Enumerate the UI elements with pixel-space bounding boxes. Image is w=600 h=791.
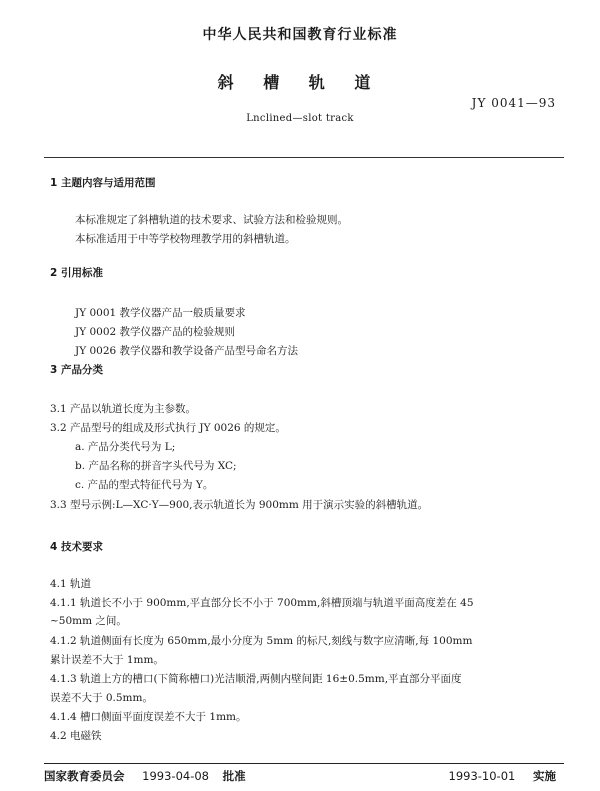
clause-4-2: 4.2 电磁铁 [50,730,102,742]
section-3-heading: 3 产品分类 [50,364,103,376]
implementation-info [449,768,557,784]
list-item-a: a. 产品分类代号为 L; [75,441,176,453]
clause-4-1-4: 4.1.4 槽口侧面平面度误差不大于 1mm。 [50,711,247,723]
clause-4-1-2-line-2: 累计误差不大于 1mm。 [50,654,164,666]
section-1-heading: 1 主题内容与适用范围 [50,177,156,189]
reference-standard-2: JY 0002 教学仪器产品的检验规则 [75,326,236,338]
clause-3-1: 3.1 产品以轨道长度为主参数。 [50,403,197,415]
clause-4-1-1-line-2: ~50mm 之间。 [50,615,127,627]
standard-number: JY 0041—93 [471,96,556,110]
section-1-paragraph-1: 本标准规定了斜槽轨道的技术要求、试验方法和检验规则。 [75,214,348,226]
issuing-authority: 中华人民共和国教育行业标准 [202,27,398,43]
reference-standard-3: JY 0026 教学仪器和教学设备产品型号命名方法 [75,345,299,357]
clause-4-1-1-line-1: 4.1.1 轨道长不小于 900mm,平直部分长不小于 700mm,斜槽顶端与轨道平面高度差在 45 [50,597,474,609]
english-title: Lnclined—slot track [246,113,354,124]
section-4-heading: 4 技术要求 [50,541,103,553]
list-item-c: c. 产品的型式特征代号为 Y。 [75,479,214,491]
clause-3-3: 3.3 型号示例:L—XC·Y—900,表示轨道长为 900mm 用于演示实验的斜槽轨道。 [50,499,429,511]
implementation-label: 实施 [533,769,556,783]
clause-3-2: 3.2 产品型号的组成及形式执行 JY 0026 的规定。 [50,422,286,434]
clause-4-1-2-line-1: 4.1.2 轨道侧面有长度为 650mm,最小分度为 5mm 的标尺,刻线与数字应清晰,每 100mm [50,635,473,647]
reference-standard-1: JY 0001 教学仪器产品一般质量要求 [75,307,246,319]
clause-4-1-3-line-2: 误差不大于 0.5mm。 [50,692,153,704]
issuing-body: 国家教育委员会 [44,769,125,783]
approval-info [44,768,246,784]
implementation-date: 1993-10-01 [448,769,516,783]
clause-4-1-3-line-1: 4.1.3 轨道上方的槽口(下简称槽口)光洁顺滑,两侧内壁间距 16±0.5mm,平直部分平面度 [50,673,462,685]
footer-divider [44,763,564,764]
document-title: 斜 槽 轨 道 [217,73,383,92]
header-divider [44,157,564,158]
approval-label: 批准 [222,769,246,783]
clause-4-1: 4.1 轨道 [50,578,92,590]
section-2-heading: 2 引用标准 [50,267,103,279]
approval-date: 1993-04-08 [142,769,209,783]
section-1-paragraph-2: 本标准适用于中等学校物理教学用的斜槽轨道。 [75,233,296,245]
list-item-b: b. 产品名称的拼音字头代号为 XC; [75,460,237,472]
